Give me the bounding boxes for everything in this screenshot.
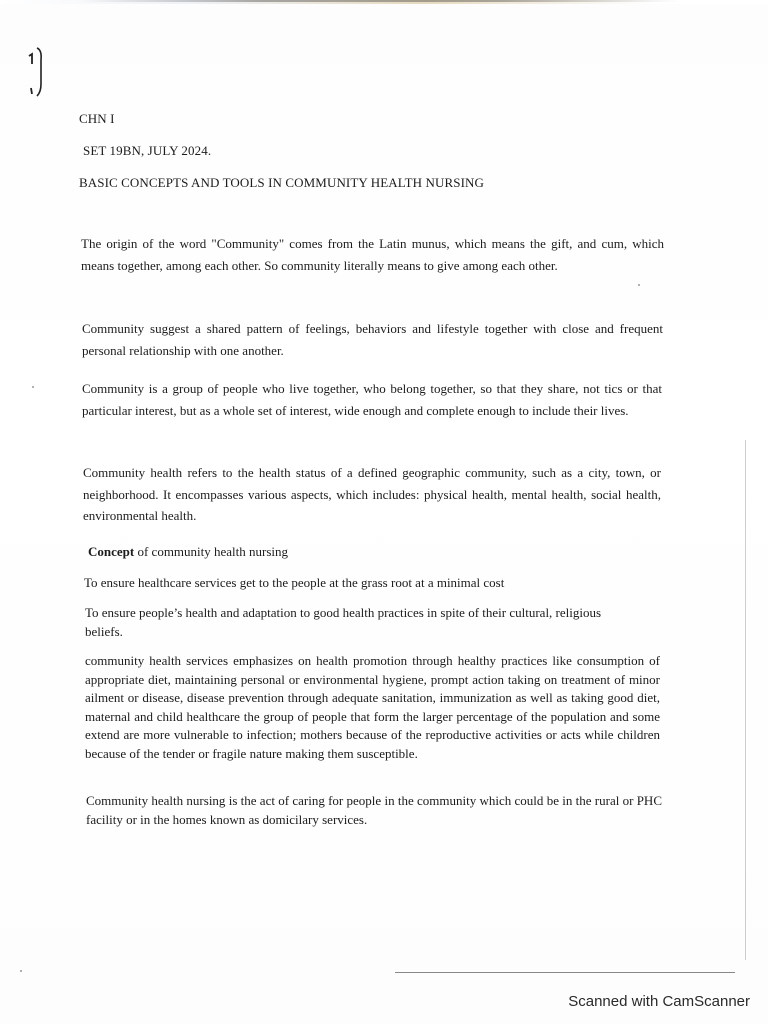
paragraph-shared-pattern: Community suggest a shared pattern of feelings, behaviors and lifestyle together with close and frequent personal relationship with one another. xyxy=(82,321,663,358)
paragraph-group-of-people: Community is a group of people who live together, who belong together, so that they share, not tics or that particular interest, but as a whole set of interest, wide enough and complete enough to include their lives. xyxy=(82,381,662,418)
scan-speck xyxy=(638,284,640,286)
concept-heading-rest: of community health nursing xyxy=(134,544,289,559)
handwritten-bracket-mark xyxy=(26,44,46,100)
set-date-line: SET 19BN, JULY 2024. xyxy=(83,143,212,158)
concept-heading-bold: Concept xyxy=(88,544,135,559)
paragraph-origin: The origin of the word "Community" comes from the Latin munus, which means the gift, and cum, which means together, among each other. So community literally means to give among each other. xyxy=(81,236,664,273)
section-heading-concept xyxy=(88,544,288,560)
paragraph-community-health: Community health refers to the health status of a defined geographic community, such as a city, town, or neighborhood. It encompasses various aspects, which includes: physical health, mental health, social health, environmental health. xyxy=(83,465,661,523)
paragraph-health-promotion: community health services emphasizes on health promotion through healthy practices like consumption of appropriate diet, maintaining personal or environmental hygiene, prompt action taking on treatment of minor ailment or disease, disease prevention through adequate sanitation, immunization as well as taking good diet, maternal and child healthcare the group of people that form the larger percentage of the population and some extend are more vulnerable to infection; mothers because of the reproductive activities or acts while children because of the tender or fragile nature making them susceptible. xyxy=(85,653,660,761)
document-title: BASIC CONCEPTS AND TOOLS IN COMMUNITY HEALTH NURSING xyxy=(79,175,484,190)
paragraph-definition-chn: Community health nursing is the act of caring for people in the community which could be in the rural or PHC facility or in the homes known as domicilary services. xyxy=(86,793,662,827)
scan-edge-shadow xyxy=(745,440,746,960)
course-code: CHN I xyxy=(79,111,115,126)
scan-bottom-rule xyxy=(395,972,735,973)
paragraph-healthcare-services: To ensure healthcare services get to the people at the grass root at a minimal cost xyxy=(84,575,505,590)
scan-top-line xyxy=(80,0,680,2)
camscanner-watermark: Scanned with CamScanner xyxy=(568,993,750,1010)
scan-speck xyxy=(20,970,22,972)
scan-speck xyxy=(32,386,34,388)
paragraph-adaptation: To ensure people’s health and adaptation to good health practices in spite of their cultural, religious beliefs. xyxy=(85,605,602,639)
